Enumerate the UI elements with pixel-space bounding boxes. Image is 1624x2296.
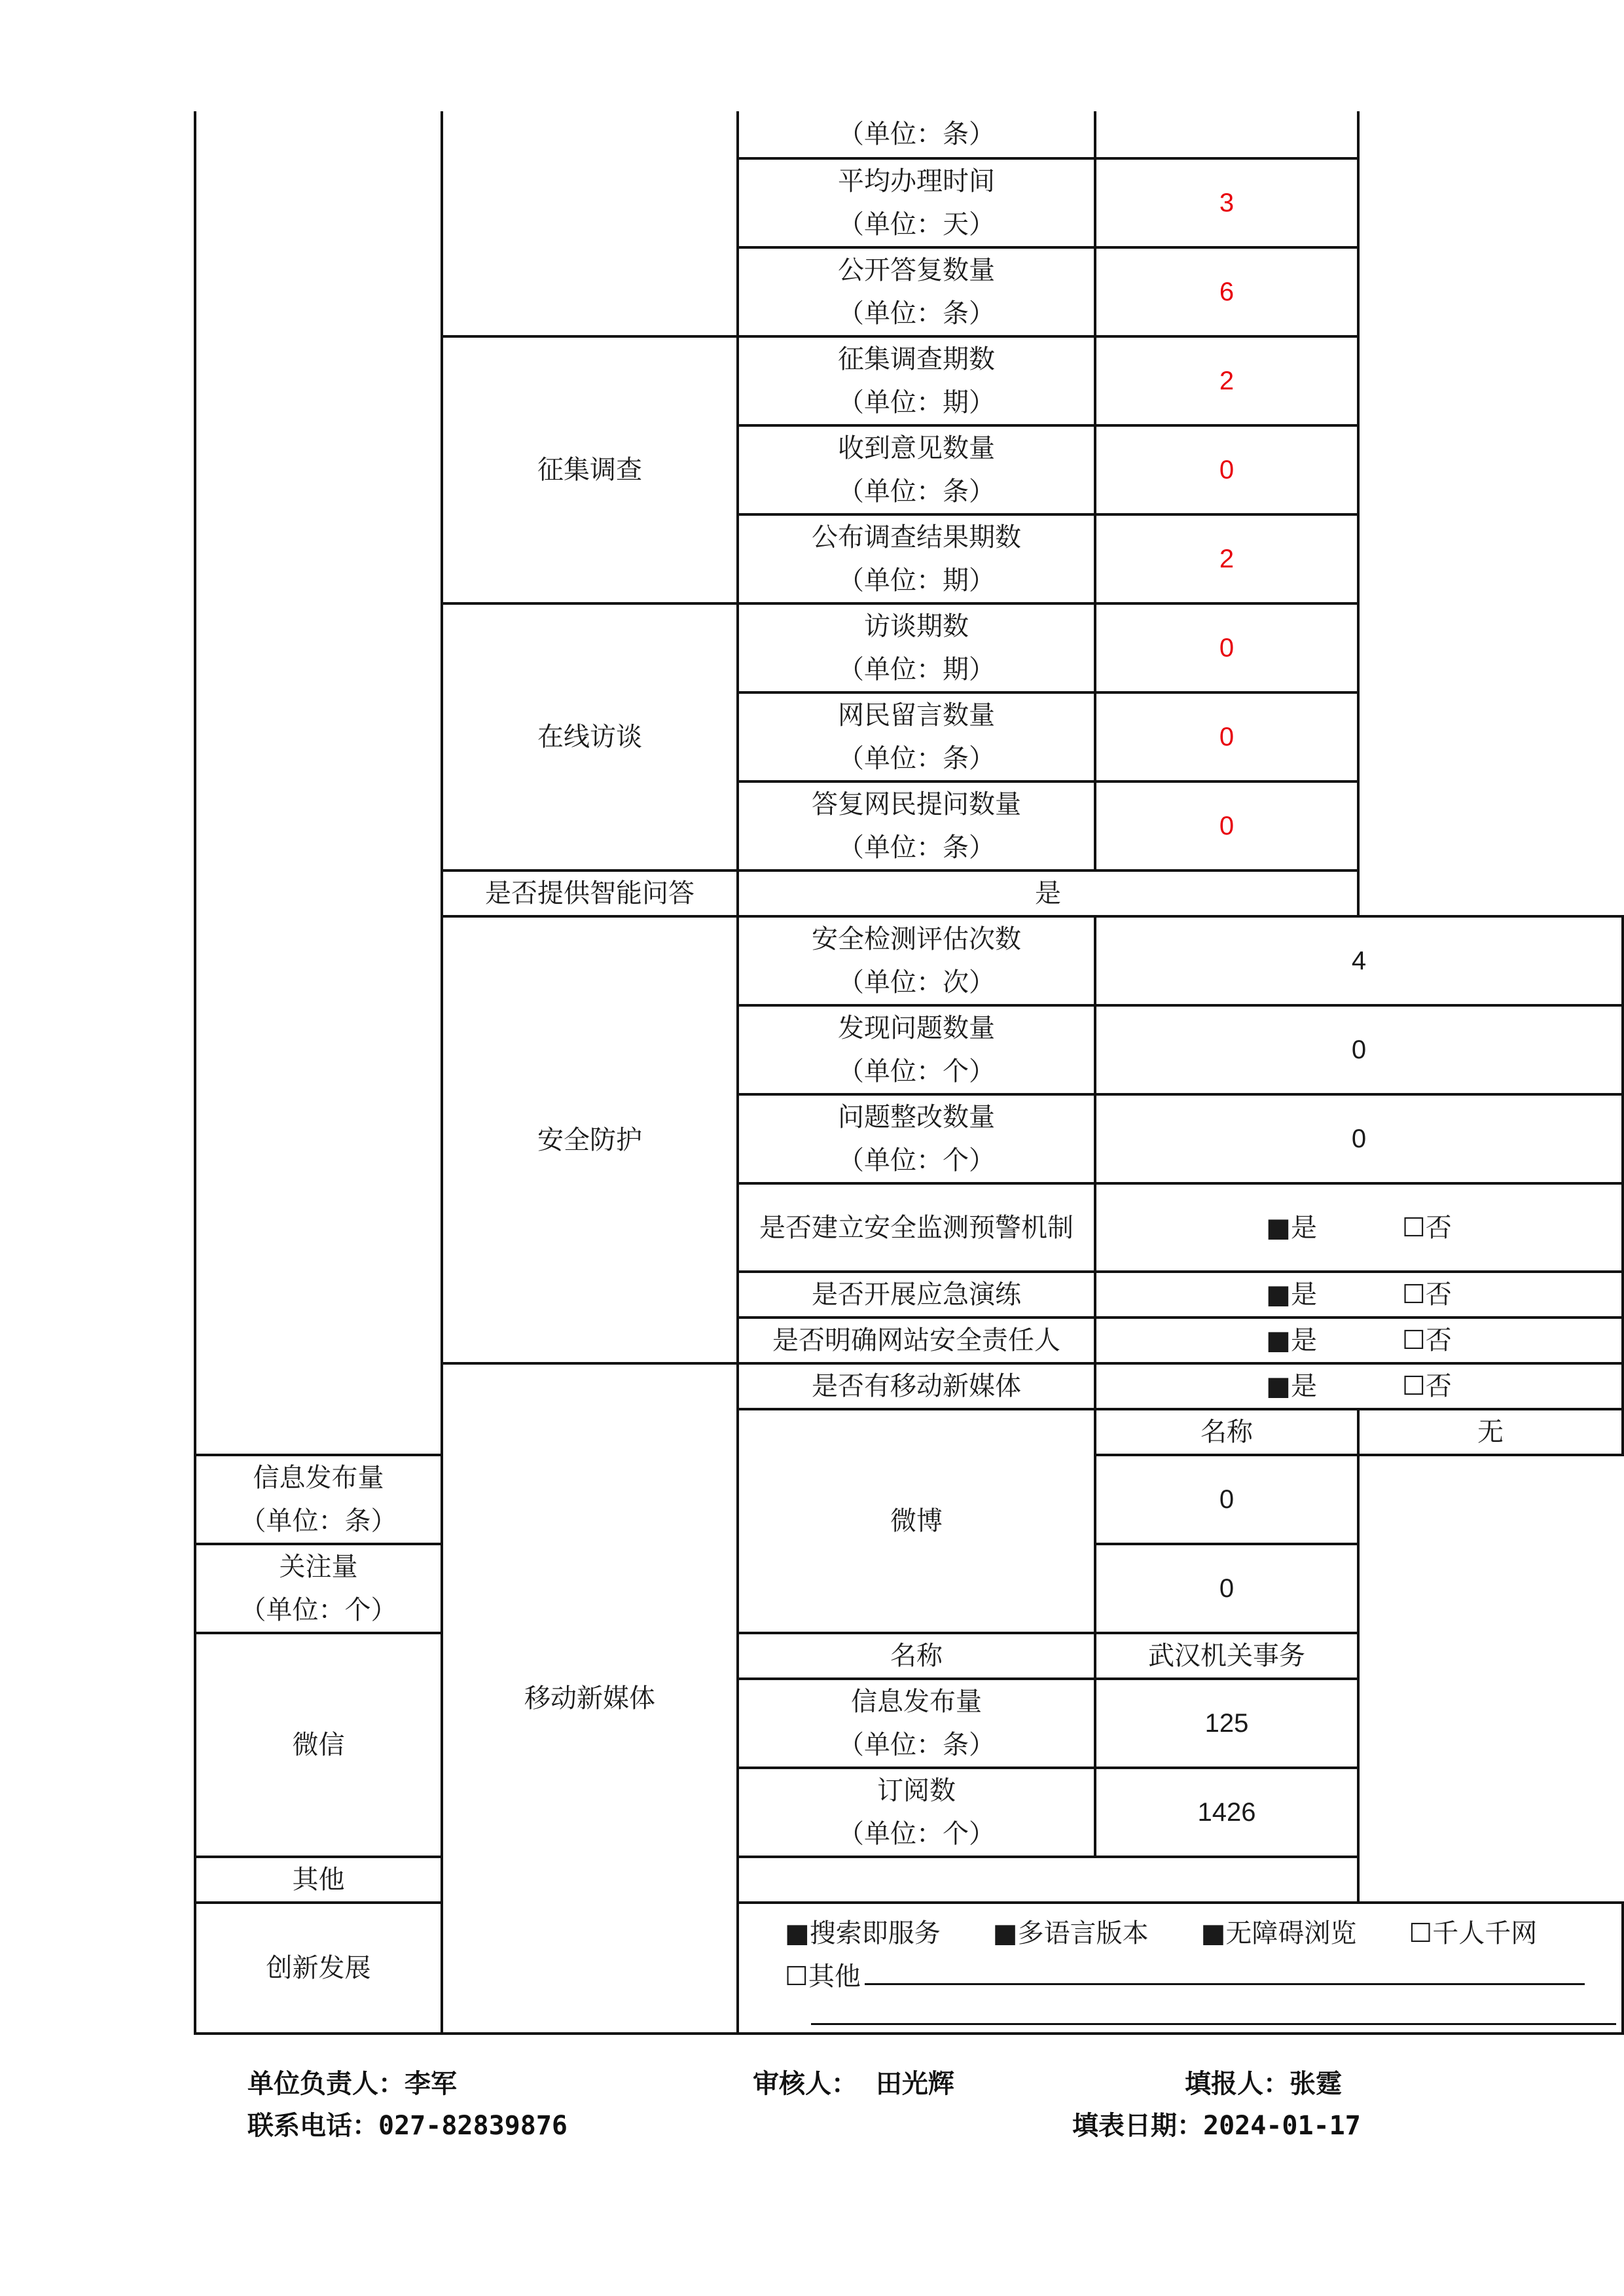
weibo-name-value: 无 — [1358, 1409, 1623, 1455]
metric-label: 平均办理时间 （单位：天） — [738, 158, 1095, 247]
weibo-label: 微博 — [738, 1409, 1095, 1633]
no-checkbox[interactable]: ☐否 — [1401, 1280, 1452, 1310]
innovation-option[interactable]: ☐千人千网 — [1409, 1918, 1538, 1948]
other-media-label: 其他 — [195, 1857, 442, 1903]
unit-leader — [247, 2063, 457, 2100]
metric-value: 0 — [1095, 781, 1358, 870]
reviewer — [753, 2063, 954, 2100]
yes-checkbox[interactable]: ■是 — [1266, 1212, 1317, 1243]
category-cell-top — [195, 111, 442, 1455]
mobile-media-label: 移动新媒体 — [442, 1363, 738, 2034]
innovation-options — [738, 1903, 1623, 2034]
other-underline[interactable] — [865, 1957, 1585, 1985]
metric-label: （单位：条） — [738, 111, 1095, 158]
metric-value: 0 — [1095, 692, 1358, 781]
phone-value: 027-82839876 — [378, 2111, 568, 2141]
drill-label: 是否开展应急演练 — [738, 1272, 1095, 1318]
innovation-option[interactable]: ■搜索即服务 — [784, 1918, 941, 1948]
no-checkbox[interactable]: ☐否 — [1401, 1371, 1452, 1401]
smart-qa-value: 是 — [738, 870, 1358, 916]
metric-label: 信息发布量 （单位：条） — [195, 1455, 442, 1544]
has-mobile-label: 是否有移动新媒体 — [738, 1363, 1095, 1409]
metric-value: 0 — [1095, 1005, 1623, 1094]
innovation-option[interactable]: ■多语言版本 — [992, 1918, 1149, 1948]
metric-value: 0 — [1095, 1094, 1623, 1183]
innovation-label: 创新发展 — [195, 1903, 442, 2034]
subcategory-cell-top — [442, 111, 738, 336]
interview-label: 在线访谈 — [442, 603, 738, 870]
phone — [247, 2105, 568, 2142]
drill-options — [1095, 1272, 1623, 1318]
filler — [1185, 2063, 1342, 2100]
metric-label: 公开答复数量 （单位：条） — [738, 247, 1095, 336]
reviewer-label: 审核人： — [753, 2069, 857, 2099]
metric-label: 订阅数 （单位：个） — [738, 1768, 1095, 1857]
wechat-name-label: 名称 — [738, 1633, 1095, 1679]
metric-value: 2 — [1095, 336, 1358, 425]
fill-date-label: 填表日期： — [1072, 2111, 1203, 2141]
security-owner-label: 是否明确网站安全责任人 — [738, 1318, 1095, 1363]
metric-label: 关注量 （单位：个） — [195, 1544, 442, 1633]
security-owner-options — [1095, 1318, 1623, 1363]
reviewer-value: 田光辉 — [875, 2069, 954, 2099]
metric-label: 访谈期数 （单位：期） — [738, 603, 1095, 692]
metric-label: 信息发布量 （单位：条） — [738, 1679, 1095, 1768]
metric-value: 6 — [1095, 247, 1358, 336]
yes-checkbox[interactable]: ■是 — [1266, 1280, 1317, 1310]
other-underline-2[interactable] — [811, 1998, 1616, 2025]
metric-label: 公布调查结果期数 （单位：期） — [738, 514, 1095, 603]
fill-date-value: 2024-01-17 — [1203, 2111, 1361, 2141]
metric-label: 安全检测评估次数 （单位：次） — [738, 916, 1095, 1005]
metric-label: 征集调查期数 （单位：期） — [738, 336, 1095, 425]
metric-label: 答复网民提问数量 （单位：条） — [738, 781, 1095, 870]
metric-label: 发现问题数量 （单位：个） — [738, 1005, 1095, 1094]
smart-qa-label: 是否提供智能问答 — [442, 870, 738, 916]
no-checkbox[interactable]: ☐否 — [1401, 1325, 1452, 1355]
fill-date — [1072, 2105, 1361, 2142]
metric-value: 2 — [1095, 514, 1358, 603]
wechat-label: 微信 — [195, 1633, 442, 1857]
no-checkbox[interactable]: ☐否 — [1401, 1212, 1452, 1243]
metric-value: 0 — [1095, 603, 1358, 692]
metric-value: 3 — [1095, 158, 1358, 247]
metric-label: 网民留言数量 （单位：条） — [738, 692, 1095, 781]
wechat-name-value: 武汉机关事务 — [1095, 1633, 1358, 1679]
unit-leader-label: 单位负责人： — [247, 2069, 405, 2099]
metric-value: 1426 — [1095, 1768, 1358, 1857]
unit-leader-value: 李军 — [405, 2069, 457, 2099]
phone-label: 联系电话： — [247, 2111, 378, 2141]
warning-mechanism-label: 是否建立安全监测预警机制 — [738, 1183, 1095, 1272]
report-table — [194, 111, 1624, 2035]
yes-checkbox[interactable]: ■是 — [1266, 1371, 1317, 1401]
metric-value: 0 — [1095, 425, 1358, 514]
other-media-value[interactable] — [738, 1857, 1358, 1903]
metric-value: 4 — [1095, 916, 1623, 1005]
innovation-option[interactable]: ■无障碍浏览 — [1200, 1918, 1357, 1948]
has-mobile-options — [1095, 1363, 1623, 1409]
filler-label: 填报人： — [1185, 2069, 1290, 2099]
metric-label: 问题整改数量 （单位：个） — [738, 1094, 1095, 1183]
metric-label: 收到意见数量 （单位：条） — [738, 425, 1095, 514]
filler-value: 张霆 — [1290, 2069, 1342, 2099]
yes-checkbox[interactable]: ■是 — [1266, 1325, 1317, 1355]
metric-value — [1095, 111, 1358, 158]
metric-value: 125 — [1095, 1679, 1358, 1768]
metric-value: 0 — [1095, 1544, 1358, 1633]
metric-value: 0 — [1095, 1455, 1358, 1544]
innovation-other-option[interactable]: ☐其他 — [784, 1961, 861, 1992]
survey-label: 征集调查 — [442, 336, 738, 603]
warning-mechanism-options — [1095, 1183, 1623, 1272]
weibo-name-label: 名称 — [1095, 1409, 1358, 1455]
security-label: 安全防护 — [442, 916, 738, 1363]
